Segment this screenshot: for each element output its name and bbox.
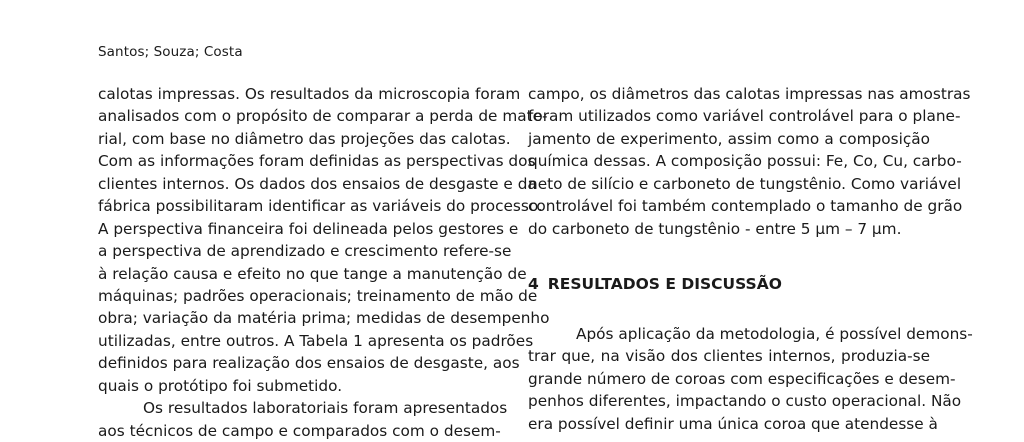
- text-line: fábrica possibilitaram identificar as variáveis do processo.: [98, 197, 543, 216]
- text-line: máquinas; padrões operacionais; treinamento de mão de: [98, 286, 538, 305]
- text-line: jamento de experimento, assim como a composição: [528, 129, 930, 148]
- text-line: analisados com o propósito de comparar a perda de mate-: [98, 107, 548, 126]
- section-heading: [528, 275, 782, 293]
- text-line: rial, com base no diâmetro das projeções das calotas.: [98, 129, 511, 148]
- text-line: foram utilizados como variável controlável para o plane-: [528, 107, 961, 126]
- text-line: penhos diferentes, impactando o custo operacional. Não: [528, 392, 962, 411]
- text-line: grande número de coroas com especificações e desem-: [528, 369, 956, 388]
- text-line: calotas impressas. Os resultados da microscopia foram: [98, 85, 521, 103]
- text-line: aos técnicos de campo e comparados com o desem-: [98, 421, 501, 440]
- paragraph-first-line: Os resultados laboratoriais foram apresentados: [143, 399, 508, 418]
- text-line: utilizadas, entre outros. A Tabela 1 apresenta os padrões: [98, 331, 534, 350]
- section-number: 4: [528, 275, 539, 293]
- text-line: do carboneto de tungstênio - entre 5 μm – 7 μm.: [528, 219, 902, 238]
- text-line: quais o protótipo foi submetido.: [98, 376, 343, 395]
- paragraph-first-line: Após aplicação da metodologia, é possível demons-: [576, 325, 973, 343]
- text-line: campo, os diâmetros das calotas impressas nas amostras: [528, 85, 971, 103]
- text-line: controlável foi também contemplado o tamanho de grão: [528, 197, 963, 216]
- left-column-text: [98, 83, 550, 442]
- text-line: obra; variação da matéria prima; medidas de desempenho: [98, 309, 550, 328]
- text-line: trar que, na visão dos clientes internos, produzia-se: [528, 347, 930, 366]
- text-line: definidos para realização dos ensaios de desgaste, aos: [98, 354, 520, 373]
- text-line: clientes internos. Os dados dos ensaios de desgaste e da: [98, 174, 537, 193]
- text-line: química dessas. A composição possui: Fe, Co, Cu, carbo-: [528, 152, 962, 171]
- text-line: A perspectiva financeira foi delineada pelos gestores e: [98, 219, 519, 238]
- text-line: era possível definir uma única coroa que atendesse à: [528, 414, 938, 433]
- text-line: neto de silício e carboneto de tungstênio. Como variável: [528, 174, 962, 193]
- right-column-text: [528, 83, 971, 240]
- right-column-lower-text: [528, 323, 973, 435]
- section-title: RESULTADOS E DISCUSSÃO: [547, 275, 782, 293]
- text-line: à relação causa e efeito no que tange a manutenção de: [98, 264, 527, 283]
- running-header-authors: Santos; Souza; Costa: [98, 44, 243, 60]
- text-line: Com as informações foram definidas as perspectivas dos: [98, 152, 536, 171]
- text-line: a perspectiva de aprendizado e crescimento refere-se: [98, 242, 512, 261]
